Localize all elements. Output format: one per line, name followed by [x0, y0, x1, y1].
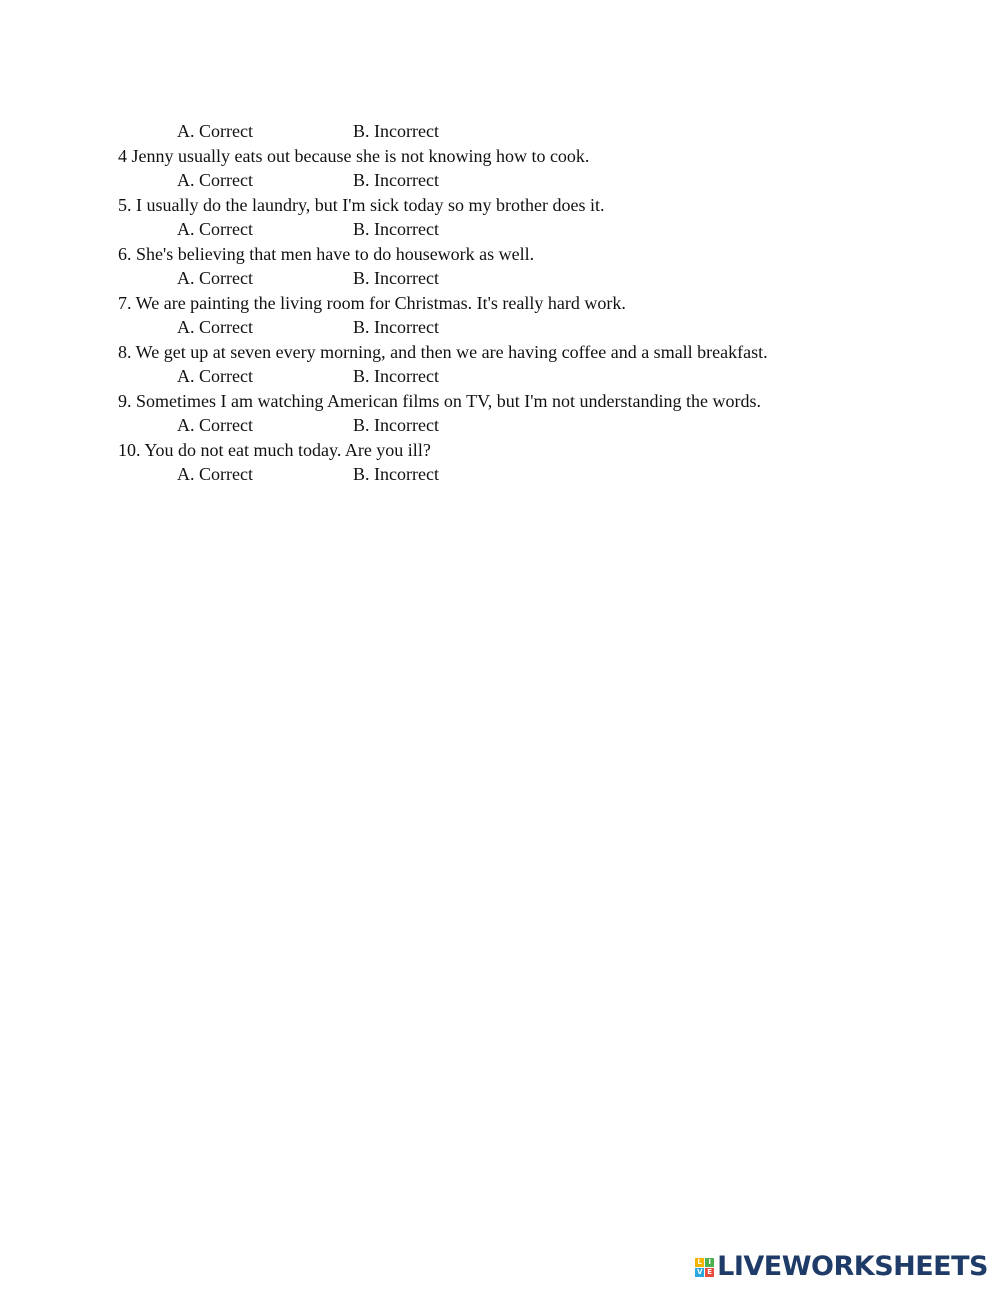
question-9: 9. Sometimes I am watching American films on TV, but I'm not understanding the words. [118, 390, 761, 411]
option-correct[interactable]: A. Correct [177, 268, 253, 288]
answer-options-q4 [118, 168, 978, 193]
option-correct[interactable]: A. Correct [177, 317, 253, 337]
option-incorrect[interactable]: B. Incorrect [353, 219, 439, 239]
option-correct[interactable]: A. Correct [177, 170, 253, 190]
option-correct[interactable]: A. Correct [177, 366, 253, 386]
question-10: 10. You do not eat much today. Are you ill? [118, 439, 431, 460]
logo-letter-e: E [705, 1268, 714, 1277]
option-incorrect[interactable]: B. Incorrect [353, 317, 439, 337]
answer-options-q7 [118, 315, 978, 340]
live-icon [695, 1258, 714, 1277]
worksheet [118, 119, 978, 487]
option-incorrect[interactable]: B. Incorrect [353, 268, 439, 288]
answer-options-q3 [118, 119, 978, 144]
option-correct[interactable]: A. Correct [177, 415, 253, 435]
option-incorrect[interactable]: B. Incorrect [353, 170, 439, 190]
option-correct[interactable]: A. Correct [177, 219, 253, 239]
answer-options-q9 [118, 413, 978, 438]
question-7: 7. We are painting the living room for Christmas. It's really hard work. [118, 292, 626, 313]
question-4: 4 Jenny usually eats out because she is not knowing how to cook. [118, 145, 590, 166]
liveworksheets-logo [695, 1252, 988, 1282]
logo-letter-v: V [696, 1267, 703, 1276]
option-incorrect[interactable]: B. Incorrect [353, 366, 439, 386]
logo-letter-i: I [705, 1258, 714, 1267]
answer-options-q10 [118, 462, 978, 487]
answer-options-q5 [118, 217, 978, 242]
option-incorrect[interactable]: B. Incorrect [353, 415, 439, 435]
option-correct[interactable]: A. Correct [177, 121, 253, 141]
answer-options-q8 [118, 364, 978, 389]
logo-letter-l: L [695, 1258, 704, 1267]
question-6: 6. She's believing that men have to do housework as well. [118, 243, 535, 264]
question-5: 5. I usually do the laundry, but I'm sick today so my brother does it. [118, 194, 605, 215]
answer-options-q6 [118, 266, 978, 291]
option-incorrect[interactable]: B. Incorrect [353, 464, 439, 484]
brand-name: LIVEWORKSHEETS [717, 1251, 988, 1282]
question-8: 8. We get up at seven every morning, and then we are having coffee and a small breakfast. [118, 341, 768, 362]
option-incorrect[interactable]: B. Incorrect [353, 121, 439, 141]
option-correct[interactable]: A. Correct [177, 464, 253, 484]
